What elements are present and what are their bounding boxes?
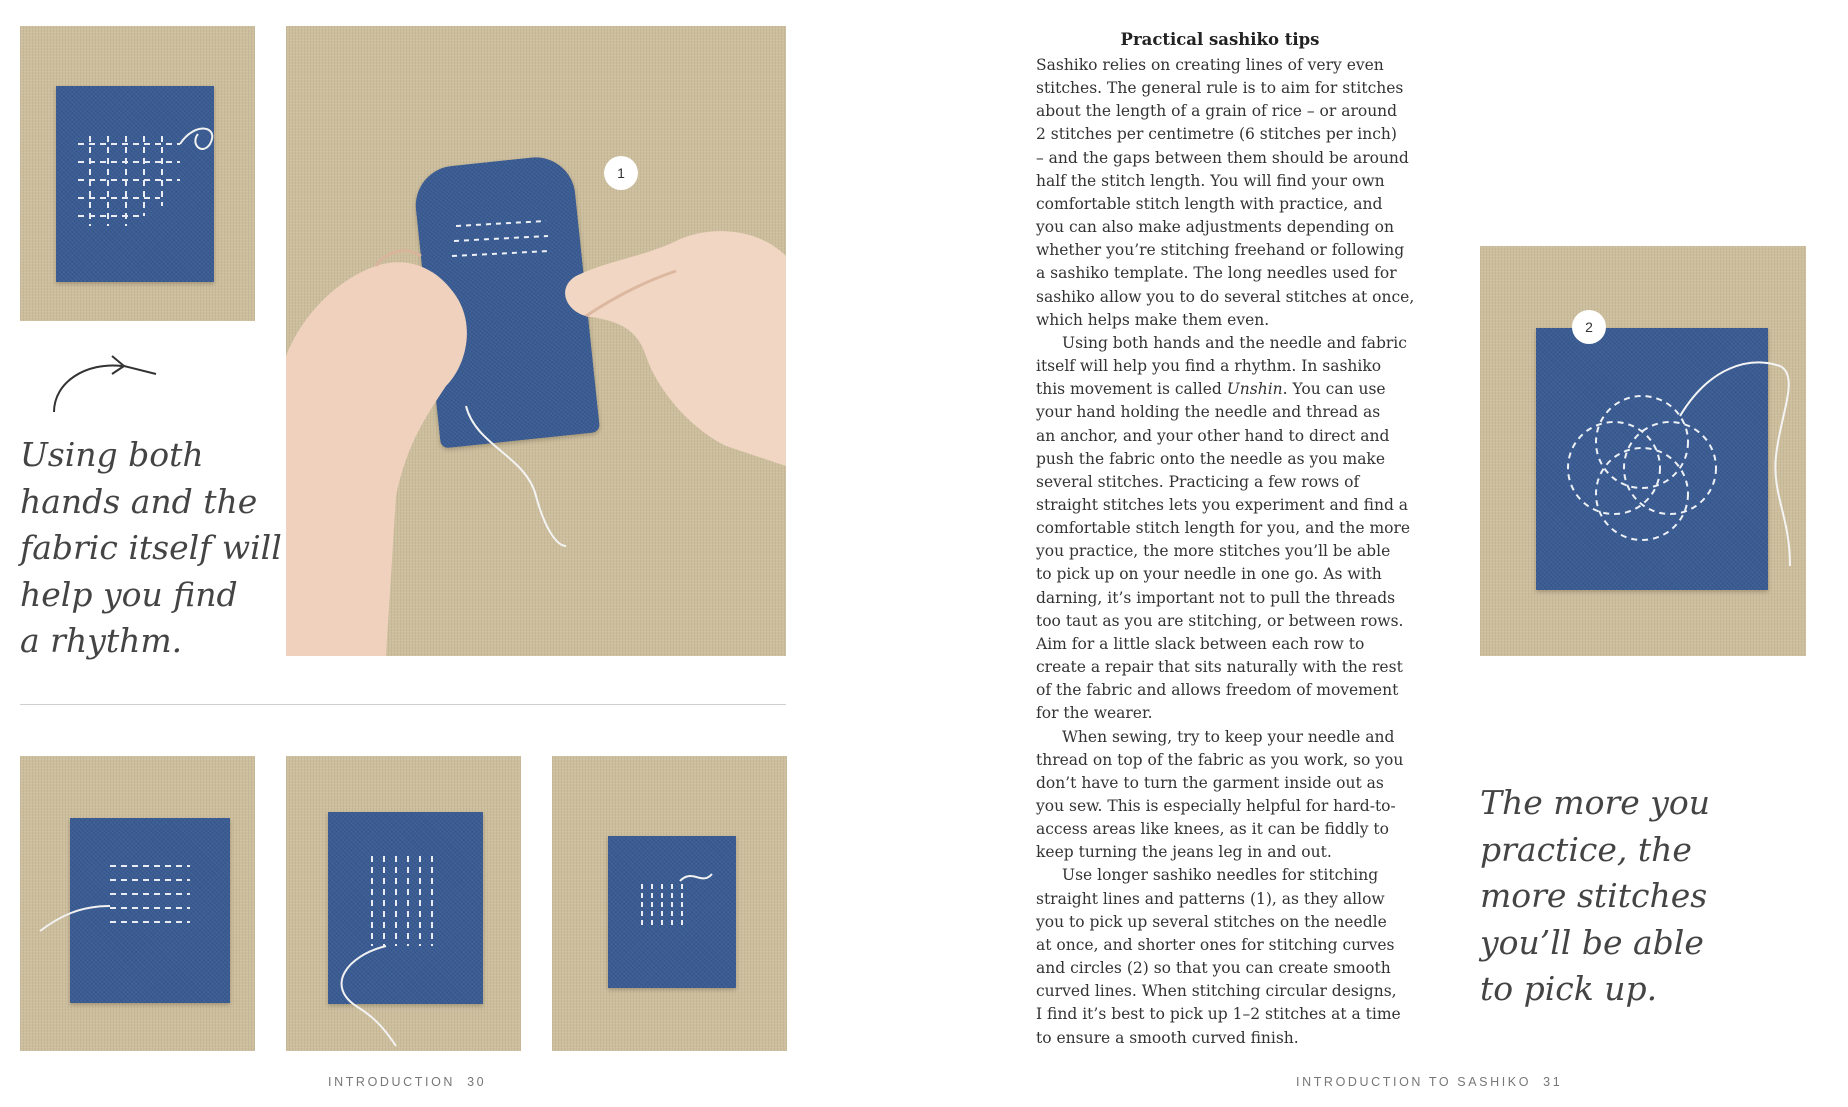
pull-quote-line: to pick up. [1480,969,1658,1008]
pull-quote-line: you’ll be able [1480,922,1704,962]
photo-circle-stitches [1480,246,1806,656]
body-text-line: curved lines. When stitching circular designs, [1036,982,1397,1001]
photo-sample-grid [20,756,255,1051]
stitch-pattern-graphic [20,756,255,1051]
body-text-line: whether you’re stitching freehand or following [1036,241,1405,260]
body-text-line: don’t have to turn the garment inside out as [1036,773,1384,792]
body-text-line: you practice, the more stitches you’ll be able [1036,542,1391,561]
body-text-line: sashiko allow you to do several stitches at once, [1036,287,1415,306]
body-text-line: which helps make them even. [1036,310,1270,329]
curved-arrow-icon [46,352,186,422]
body-text-line: to ensure a smooth curved finish. [1036,1028,1299,1047]
body-text-line: Use longer sashiko needles for stitching [1062,866,1379,885]
section-divider [20,704,786,705]
body-text-line: create a repair that sits naturally with the rest [1036,658,1403,677]
body-text-line: comfortable stitch length with practice, and [1036,194,1383,213]
body-text-line: Sashiko relies on creating lines of very even [1036,56,1384,74]
pull-quote-line: help you find [20,574,238,614]
body-text-line: to pick up on your needle in one go. As with [1036,565,1382,584]
stitch-pattern-graphic [552,756,787,1051]
page-footer-left [328,1075,486,1089]
stitch-pattern-graphic [1480,246,1806,656]
body-text-line: Using both hands and the needle and fabric [1062,333,1407,352]
body-text-line: thread on top of the fabric as you work, so you [1036,750,1404,769]
body-text-line: about the length of a grain of rice – or around [1036,102,1398,121]
body-text-line: you sew. This is especially helpful for hard-to- [1036,797,1396,815]
photo-cross-stitch-sample [20,26,255,321]
body-text-line: comfortable stitch length for you, and the more [1036,519,1411,538]
body-text-line: this movement is called Unshin. You can use [1036,380,1386,399]
pull-quote-left [20,432,282,665]
footer-section: INTRODUCTION TO SASHIKO [1296,1075,1532,1089]
body-text-line: several stitches. Practicing a few rows of [1036,472,1360,491]
body-text-line: access areas like knees, as it can be fiddly to [1036,820,1389,839]
pull-quote-line: hands and the [20,481,258,521]
page-footer-right [1296,1075,1562,1089]
body-text-line: half the stitch length. You will find your own [1036,171,1385,190]
body-text-line: for the wearer. [1036,704,1153,723]
pull-quote-line: a rhythm. [20,621,183,660]
footer-section: INTRODUCTION [328,1075,456,1089]
body-text-line: you to pick up several stitches on the needle [1036,912,1387,931]
pull-quote-line: fabric itself will [20,528,282,567]
term-unshin: Unshin [1226,380,1283,399]
photo-badge-2: 2 [1572,310,1606,344]
photo-hands-stitching [286,26,786,656]
body-text-line: Aim for a little slack between each row to [1036,634,1365,653]
photo-sample-vertical [286,756,521,1051]
footer-page-number: 30 [467,1075,487,1089]
stitch-pattern-graphic [20,26,255,321]
pull-quote-line: The more you [1480,783,1711,822]
body-text-line: stitches. The general rule is to aim for stitches [1036,79,1404,98]
body-text-line: I find it’s best to pick up 1–2 stitches at a time [1036,1005,1401,1024]
body-text-line: you can also make adjustments depending on [1036,218,1394,237]
body-text-line: When sewing, try to keep your needle and [1062,727,1395,746]
pull-quote-line: practice, the [1480,829,1692,869]
hands-illustration [286,26,786,656]
body-text-line: of the fabric and allows freedom of movement [1036,681,1399,700]
pull-quote-right [1480,780,1710,1013]
photo-badge-1: 1 [604,156,638,190]
body-text-line: straight lines and patterns (1), as they allow [1036,889,1385,908]
body-text-line: too taut as you are stitching, or between rows. [1036,611,1404,630]
body-text-line: and circles (2) so that you can create smooth [1036,959,1391,978]
body-text-line: an anchor, and your other hand to direct and [1036,426,1390,445]
body-text-line: push the fabric onto the needle as you make [1036,449,1385,468]
body-text-line: keep turning the jeans leg in and out. [1036,843,1332,862]
body-text-line: 2 stitches per centimetre (6 stitches per inch) [1036,125,1397,144]
stitch-pattern-graphic [286,756,521,1051]
body-text-line: – and the gaps between them should be around [1036,148,1409,167]
body-text-line: straight stitches lets you experiment and find a [1036,495,1409,514]
section-heading: Practical sashiko tips [1120,30,1320,49]
footer-page-number: 31 [1543,1075,1563,1089]
body-text-line: at once, and shorter ones for stitching curves [1036,935,1395,954]
body-text-line: your hand holding the needle and thread as [1036,403,1381,422]
pull-quote-line: Using both [20,435,204,474]
photo-sample-gathered [552,756,787,1051]
pull-quote-line: more stitches [1480,876,1708,915]
body-text-line: a sashiko template. The long needles used for [1036,264,1397,283]
body-text [1036,54,1416,1050]
body-text-line: darning, it’s important not to pull the threads [1036,588,1396,607]
body-text-line: itself will help you find a rhythm. In sashiko [1036,357,1382,376]
